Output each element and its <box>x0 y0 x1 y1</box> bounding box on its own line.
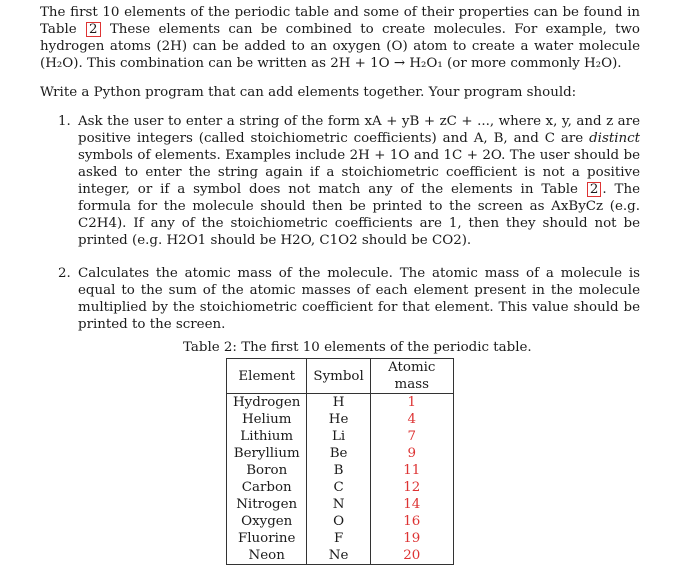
cell-atomic-mass: 12 <box>370 479 453 496</box>
table-row <box>227 462 454 479</box>
cell-atomic-mass: 16 <box>370 513 453 530</box>
cell-atomic-mass: 9 <box>370 445 453 462</box>
table-reference-link[interactable]: 2 <box>86 22 101 37</box>
item1-text-c: . The formula for the molecule should then be printed to the screen as AxByCz (e.g. C2H4). If any of the stoichiometric coefficients are 1, then they should not be printed (e.g. H2O1 should be H2O, C1O2 should be CO2). <box>78 182 641 248</box>
intro-paragraph <box>40 4 640 72</box>
task-intro: Write a Python program that can add elements together. Your program should: <box>40 85 577 100</box>
cell-element: Hydrogen <box>227 394 307 412</box>
list-item-number: 1. <box>58 114 71 129</box>
table-row <box>227 513 454 530</box>
cell-element: Helium <box>227 411 307 428</box>
cell-atomic-mass: 1 <box>370 394 453 412</box>
list-item <box>40 113 640 249</box>
cell-symbol: O <box>333 514 345 529</box>
list-item-number: 2. <box>58 266 71 281</box>
cell-atomic-mass: 19 <box>370 530 453 547</box>
table-row <box>227 445 454 462</box>
table-row <box>227 547 454 565</box>
cell-symbol: Li <box>331 429 346 444</box>
cell-symbol: He <box>328 412 349 427</box>
cell-atomic-mass: 7 <box>370 428 453 445</box>
task-list <box>40 113 640 333</box>
item1-text-italic: distinct <box>589 131 640 146</box>
item1-text-a: Ask the user to enter a string of the form xA + yB + zC + ..., where x, y, and z are positive integers (called stoichiometric coefficients) and A, B, and C are <box>78 114 640 146</box>
intro-text-2: These elements can be combined to create molecules. For example, two hydrogen atoms (2H) can be added to an oxygen (O) atom to create a water molecule (H₂O). This combination can be written as 2H + 1O → H₂O₁ (or more commonly H₂O). <box>40 22 640 71</box>
cell-element: Fluorine <box>227 530 307 547</box>
table-row <box>227 530 454 547</box>
column-header-element: Element <box>227 359 307 394</box>
cell-symbol: N <box>332 497 345 512</box>
cell-element: Beryllium <box>227 445 307 462</box>
cell-element: Carbon <box>227 479 307 496</box>
table-reference-link[interactable]: 2 <box>587 182 602 197</box>
cell-symbol: H <box>332 395 345 410</box>
document-body <box>40 4 640 333</box>
table-row <box>227 428 454 445</box>
cell-symbol: B <box>333 463 344 478</box>
cell-atomic-mass: 11 <box>370 462 453 479</box>
cell-symbol: F <box>333 531 344 546</box>
cell-symbol: Be <box>329 446 348 461</box>
column-header-atomic-mass: Atomic mass <box>370 359 453 394</box>
cell-element: Nitrogen <box>227 496 307 513</box>
elements-table <box>226 358 454 565</box>
table-caption: Table 2: The first 10 elements of the periodic table. <box>183 340 532 355</box>
cell-element: Boron <box>227 462 307 479</box>
table-row <box>227 394 454 412</box>
table-header-row <box>227 359 454 394</box>
item1-text-b: symbols of elements. Examples include 2H + 1O and 1C + 2O. The user should be asked to enter the string again if a stoichiometric coefficient is not a positive integer, or if a symbol does not match any of the elements in Table <box>78 148 640 197</box>
cell-atomic-mass: 4 <box>370 411 453 428</box>
cell-element: Lithium <box>227 428 307 445</box>
cell-symbol: C <box>333 480 344 495</box>
list-item <box>40 265 640 333</box>
cell-element: Oxygen <box>227 513 307 530</box>
intro-text-1: The first 10 elements of the periodic table and some of their properties can be found in Table <box>40 5 640 37</box>
cell-symbol: Ne <box>328 548 349 563</box>
cell-atomic-mass: 14 <box>370 496 453 513</box>
table-row <box>227 479 454 496</box>
table-row <box>227 411 454 428</box>
cell-element: Neon <box>227 547 307 565</box>
column-header-symbol: Symbol <box>307 359 370 394</box>
cell-atomic-mass: 20 <box>370 547 453 565</box>
table-row <box>227 496 454 513</box>
item2-text: Calculates the atomic mass of the molecule. The atomic mass of a molecule is equal to the sum of the atomic masses of each element present in the molecule multiplied by the stoichiometric coefficient for that element. This value should be printed to the screen. <box>78 266 640 332</box>
